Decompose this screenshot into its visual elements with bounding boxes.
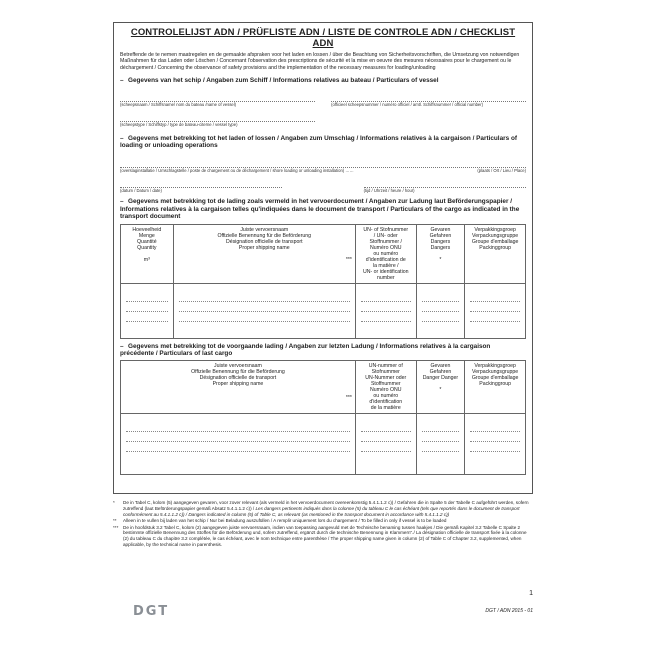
section-operations-heading: – Gegevens met betrekking tot het laden of lossen / Angaben zum Umschlag / Informations relatives à la cargaison / Particulars of loading or unloading operations [120, 134, 517, 150]
vessel-number-field[interactable] [331, 93, 526, 102]
time-label: (tijd / Uhrzeit / heure / hour) [363, 188, 415, 194]
section-vessel-heading: – Gegevens van het schip / Angaben zum Schiff / Informations relatives au bateau / Particulars of vessel [120, 77, 439, 85]
page-title: CONTROLELIJST ADN / PRÜFLISTE ADN / LISTE DE CONTROLE ADN / CHECKLIST ADN [130, 27, 516, 49]
col-last-shipping-name: Juiste vervoersnaam Offizielle Benennung für die Beförderung Désignation officielle de transport Proper shipping name *** [121, 361, 356, 414]
page-number: 1 [529, 590, 533, 597]
cargo-pack-cell[interactable] [465, 283, 526, 338]
col-last-packing-group: Verpakkingsgroep Verpackungsgruppe Groupe d'emballage Packinggroup [465, 361, 526, 414]
section-cargo-heading: – Gegevens met betrekking tot de lading zoals vermeld in het vervoerdocument / Angaben zur Ladung laut Beförderungspapier / Informations relatives à la cargaison telles qu'indiquées dans le document de transport / Particulars of the cargo as indicated in the transport document [120, 198, 520, 221]
col-last-un-number: UN-nummer of Stofnummer UN-Nummer oder Stoffnummer Numéro ONU ou numéro d'identification de la matière [355, 361, 416, 414]
vessel-type-field[interactable] [120, 113, 315, 122]
intro-text: Betreffende de te nemen maatregelen en de gemaakte afspraken voor het laden en lossen / über die Beachtung von Sicherheitsvorschriften, die Umsetzung von notwendigen Maßnahmen für das Laden oder Löschen / Concernant l'observation des prescriptions de sécurité et la mise en oeuvre des mesures nécessaires pour le chargement ou le déchargement / Concerning the observance of safety provisions and the implementation of the necessary measures for loading/unloading [120, 52, 520, 71]
col-packing-group: Verpakkingsgroep Verpackungsgruppe Groupe d'emballage Packinggroup [465, 224, 526, 283]
col-dangers: Gevaren Gefahren Dangers Dangers * [416, 224, 465, 283]
vessel-name-label: (scheepsnaam / Schiffsname/ nom du bateau /name of vessel) [120, 101, 237, 107]
footnote-2: ** Alleen in te vullen bij laden van het schip / Nur bei Beladung auszufüllen / A remplir uniquement lors du chargement / To be filled in only if vessel is to be loaded [113, 518, 447, 524]
document-reference: DGT / ADN 2015 - 01 [485, 608, 533, 614]
last-pack-cell[interactable] [465, 414, 526, 475]
col-quantity: Hoeveelheid Menge Quantité Quantity m³ [121, 224, 174, 283]
col-last-dangers: Gevaren Gefahren Danger Danger * [416, 361, 465, 414]
cargo-qty-cell[interactable] [121, 283, 174, 338]
last-cargo-table [120, 360, 526, 475]
col-shipping-name: Juiste vervoersnaam Offizielle Benennung für die Beförderung Désignation officielle de transport Proper shipping name *** [173, 224, 355, 283]
last-name-cell[interactable] [121, 414, 356, 475]
footnote-3: *** De in hoofdstuk 3.2 Tabel C, kolom (2) aangegeven juiste vervoersnaam, indien van toepassing aangevuld met de Technische benaming tussen haakjes / Die gemäß Kapitel 3.2 Tabelle C Spalte 2 bestimmte offizielle Benennung des Stoffes für die Beförderung und, sofern zutreffend, ergänzt durch die technische Benennung in Klammern"./ La désignation officielle de transport fixée à la colonne (2) du tableau C du chapitre 3.2 complétée, le cas échéant, avec le nom technique entre parenthèse / The proper shipping name given in column (2) of Table C of Chapter 3.2, supplemented, when applicable, by the technical name in parenthesis. [113, 524, 527, 547]
cargo-un-cell[interactable] [355, 283, 416, 338]
cargo-name-cell[interactable] [173, 283, 355, 338]
vessel-name-field[interactable] [120, 93, 315, 102]
col-un-number: UN- of Stofnummer / UN- oder Stoffnummer / Numéro ONU ou numéro d'identification de la matière / UN- or identification number [355, 224, 416, 283]
page-footer [113, 590, 533, 630]
cargo-table [120, 224, 526, 339]
last-danger-cell[interactable] [416, 414, 465, 475]
last-un-cell[interactable] [355, 414, 416, 475]
dgt-logo: DGT [133, 604, 170, 619]
last-shipping-name-mark: *** [345, 395, 352, 402]
checklist-page [113, 22, 533, 548]
date-label: (datum / Datum / date) [120, 188, 162, 194]
date-field[interactable] [120, 179, 282, 188]
vessel-type-label: (scheepstype / Schiffstyp / type de bateau-citerne / vessel type) [120, 121, 238, 127]
footnote-1: * De in Tabel C, kolom (5) aangegeven gevaren, voor zover relevant (als vermeld in het vervoerdocument overeenkomstig 5.4.1.1.2 c)) / Gefahren die in Spalte 5 der Tabelle C aufgeführt werden, sofern zutreffend (laut Beförderungspapier gemäß Absatz 5.4.1.1.2 c)) / Les dangers pertinents indiqués dans la colonne (5) du tableau C le cas échéant (tels que reportés dans le document de transport conformément au 5.4.1.1.2 c)) / Dangers indicated in column (5) of Table C, as relevant (as mentioned in the transport document in accordance with 5.4.1.1.2 c)) [113, 500, 529, 517]
form-frame [113, 22, 533, 494]
footnotes [113, 500, 533, 547]
vessel-number-label: (officieel scheepsnummer / numéro officiel / amtl. Schiffsnummer / official number) [331, 101, 484, 107]
place-label: (plaats / Ort / Lieu / Place) [477, 168, 526, 174]
shore-installation-field[interactable] [120, 159, 526, 168]
shore-installation-label: (overslaginstallatie / Umschlagstelle / poste de chargement ou de déchargement / shore loading or unloading installation) …… [120, 168, 354, 174]
cargo-danger-cell[interactable] [416, 283, 465, 338]
shipping-name-mark: *** [345, 256, 352, 263]
section-last-cargo-heading: – Gegevens met betrekking tot de voorgaande lading / Angaben zur letzten Ladung / Informations relatives à la cargaison précédente / Particulars of last cargo [120, 342, 491, 358]
time-field[interactable] [364, 179, 526, 188]
